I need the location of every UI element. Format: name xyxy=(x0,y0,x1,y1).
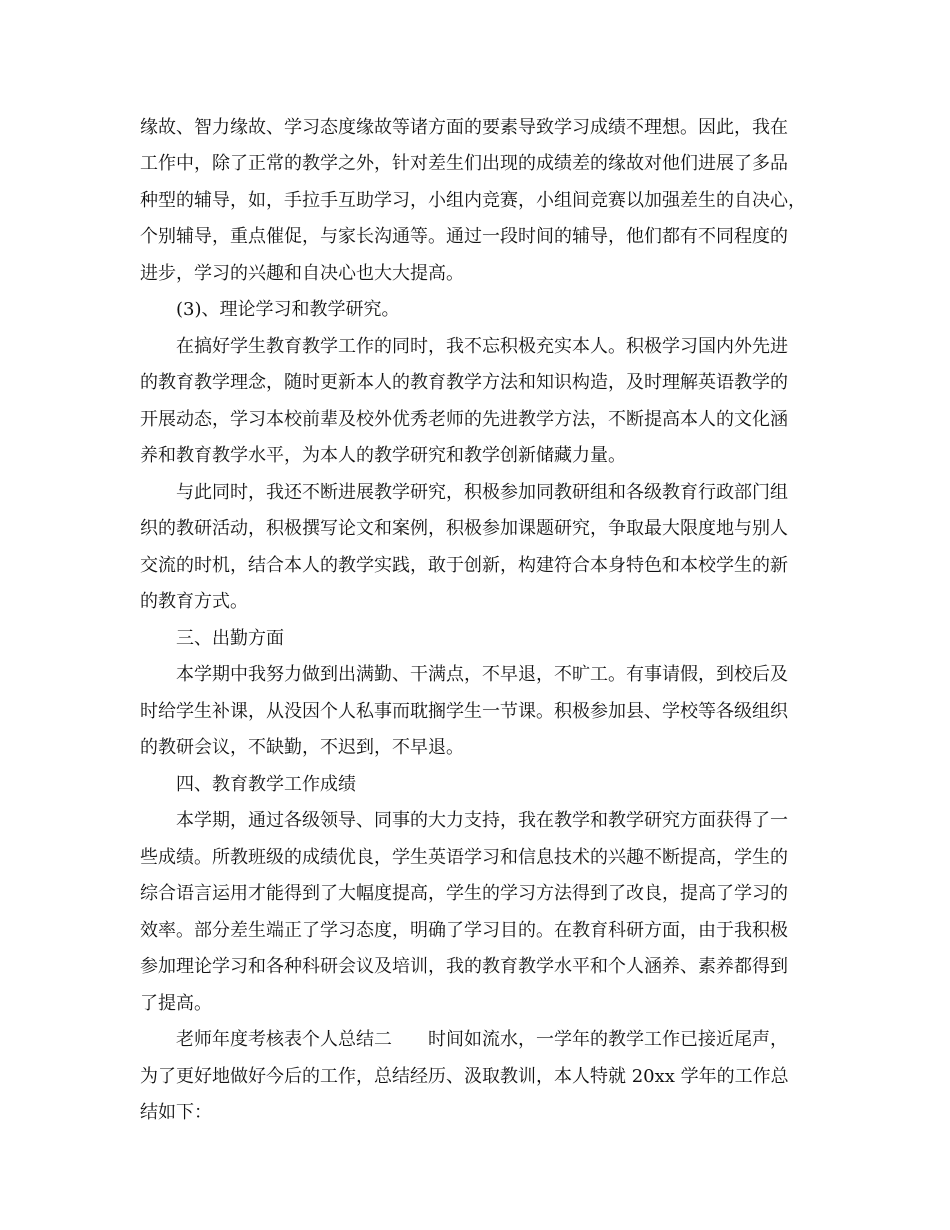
text-line: 养和教育教学水平，为本人的教学研究和教学创新储藏力量。 xyxy=(140,445,626,466)
text-line: 了提高。 xyxy=(140,993,212,1014)
text-line: 个别辅导，重点催促，与家长沟通等。通过一段时间的辅导，他们都有不同程度的 xyxy=(140,226,788,247)
text-line: 交流的时机，结合本人的教学实践，敢于创新，构建符合本身特色和本校学生的新 xyxy=(140,555,788,576)
text-line: 织的教研活动，积极撰写论文和案例，积极参加课题研究，争取最大限度地与别人 xyxy=(140,518,788,539)
text-line: 本学期中我努力做到出满勤、干满点，不早退，不旷工。有事请假，到校后及 xyxy=(176,664,788,685)
text-line: 开展动态，学习本校前辈及校外优秀老师的先进教学方法，不断提高本人的文化涵 xyxy=(140,409,788,430)
text-line: 参加理论学习和各种科研会议及培训，我的教育教学水平和个人涵养、素养都得到 xyxy=(140,956,788,977)
text-line: 工作中，除了正常的教学之外，针对差生们出现的成绩差的缘故对他们进展了多品 xyxy=(140,153,788,174)
text-line: 在搞好学生教育教学工作的同时，我不忘积极充实本人。积极学习国内外先进 xyxy=(176,336,788,357)
text-line: 的教育教学理念，随时更新本人的教育教学方法和知识构造，及时理解英语教学的 xyxy=(140,372,788,393)
text-line: 时给学生补课，从没因个人私事而耽搁学生一节课。积极参加县、学校等各级组织 xyxy=(140,701,788,722)
text-line: 进步，学习的兴趣和自决心也大大提高。 xyxy=(140,263,464,284)
section-heading: (3)、理论学习和教学研究。 xyxy=(176,299,400,320)
text-line: 缘故、智力缘故、学习态度缘故等诸方面的要素导致学习成绩不理想。因此，我在 xyxy=(140,117,788,138)
text-line: 的教育方式。 xyxy=(140,591,248,612)
text-line: 结如下： xyxy=(140,1102,212,1123)
text-line: 种型的辅导，如，手拉手互助学习，小组内竞赛，小组间竞赛以加强差生的自决心， xyxy=(140,190,806,211)
text-line: 为了更好地做好今后的工作，总结经历、汲取教训，本人特就 20xx 学年的工作总 xyxy=(140,1066,789,1087)
text-line: 老师年度考核表个人总结二 时间如流水，一学年的教学工作已接近尾声， xyxy=(176,1029,788,1050)
text-line: 效率。部分差生端正了学习态度，明确了学习目的。在教育科研方面，由于我积极 xyxy=(140,920,788,941)
section-heading: 四、教育教学工作成绩 xyxy=(176,774,356,795)
text-line: 的教研会议，不缺勤，不迟到，不早退。 xyxy=(140,737,464,758)
text-line: 与此同时，我还不断进展教学研究，积极参加同教研组和各级教育行政部门组 xyxy=(176,482,788,503)
text-line: 本学期，通过各级领导、同事的大力支持，我在教学和教学研究方面获得了一 xyxy=(176,810,788,831)
text-line: 综合语言运用才能得到了大幅度提高，学生的学习方法得到了改良，提高了学习的 xyxy=(140,883,788,904)
text-line: 些成绩。所教班级的成绩优良，学生英语学习和信息技术的兴趣不断提高，学生的 xyxy=(140,847,788,868)
section-heading: 三、出勤方面 xyxy=(176,628,284,649)
